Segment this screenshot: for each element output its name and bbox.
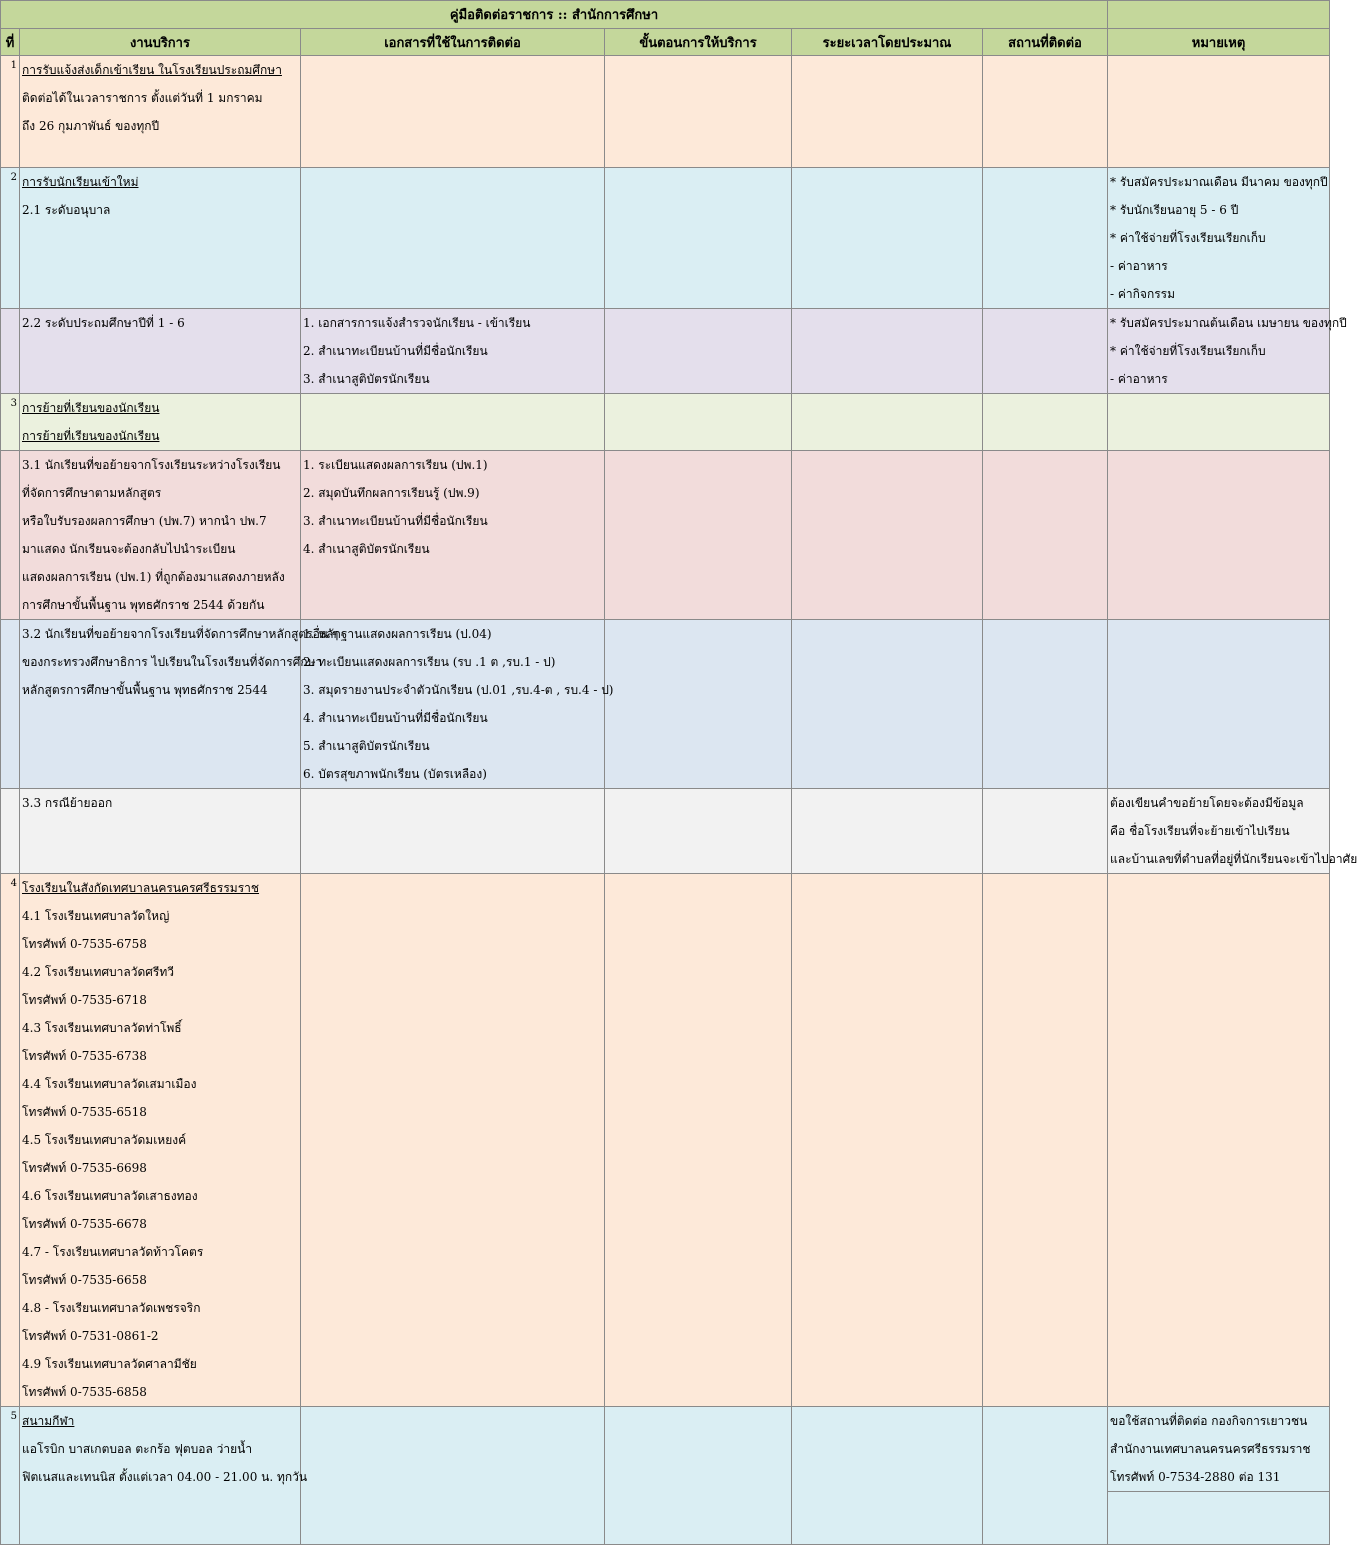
document-text-line: 1. ระเบียนแสดงผลการเรียน (ปพ.1) [303, 458, 488, 472]
note-text-line: คือ ชื่อโรงเรียนที่จะย้ายเข้าไปเรียน [1110, 824, 1290, 838]
service-text-line: 4.6 โรงเรียนเทศบาลวัดเสาธงทอง [22, 1189, 198, 1203]
service-text [20, 394, 300, 450]
steps-cell [605, 874, 792, 1407]
documents-cell [301, 620, 614, 789]
service-text-line: 4.3 โรงเรียนเทศบาลวัดท่าโพธิ์ [22, 1021, 182, 1035]
service-text-line: โทรศัพท์ 0-7535-6738 [22, 1049, 147, 1063]
documents-cell [301, 56, 605, 168]
note-text-line: ต้องเขียนคำขอย้ายโดยจะต้องมีข้อมูล [1110, 796, 1304, 810]
service-text-line: 4.4 โรงเรียนเทศบาลวัดเสมาเมือง [22, 1077, 197, 1091]
notes-cell [1108, 874, 1330, 1407]
steps-cell [605, 168, 792, 309]
service-cell [20, 620, 339, 789]
row-number: 4 [1, 874, 20, 1407]
note-text [1108, 789, 1357, 873]
duration-cell [792, 309, 983, 394]
service-text-line: ที่จัดการศึกษาตามหลักสูตร [22, 486, 162, 500]
location-cell [983, 56, 1108, 168]
table-row [1, 620, 1330, 789]
note-text-line: * รับนักเรียนอายุ 5 - 6 ปี [1110, 203, 1239, 217]
service-text [20, 789, 300, 817]
location-cell [983, 394, 1108, 451]
table-row [1, 309, 1330, 394]
service-cell [20, 874, 301, 1407]
service-text [20, 451, 300, 619]
notes-cell [1108, 620, 1330, 789]
document-text-line: 3. สำเนาทะเบียนบ้านที่มีชื่อนักเรียน [303, 514, 488, 528]
service-text-line: 3.2 นักเรียนที่ขอย้ายจากโรงเรียนที่จัดการศึกษาหลักสูตรอื่น ๆ [22, 627, 339, 641]
document-text-line: 2. สำเนาทะเบียนบ้านที่มีชื่อนักเรียน [303, 344, 488, 358]
documents-cell [301, 451, 605, 620]
service-text-line: การศึกษาขั้นพื้นฐาน พุทธศักราช 2544 ด้วยกัน [22, 598, 265, 612]
note-text-line: * ค่าใช้จ่ายที่โรงเรียนเรียกเก็บ [1110, 344, 1266, 358]
service-text-line: โทรศัพท์ 0-7535-6658 [22, 1273, 147, 1287]
documents-cell [301, 789, 605, 874]
document-text-line: 1. เอกสารการแจ้งสำรวจนักเรียน - เข้าเรียน [303, 316, 531, 330]
header-notes: หมายเหตุ [1108, 29, 1330, 56]
service-text-line: 4.9 โรงเรียนเทศบาลวัดศาลามีชัย [22, 1357, 197, 1371]
service-text-line: สนามกีฬา [22, 1414, 75, 1428]
service-text-line: โทรศัพท์ 0-7535-6518 [22, 1105, 147, 1119]
notes-cell [1108, 56, 1330, 168]
row-number: 1 [1, 56, 20, 168]
steps-cell [605, 56, 792, 168]
service-cell [20, 1407, 308, 1545]
service-text [20, 1407, 308, 1491]
document-text [301, 451, 604, 563]
location-cell [983, 451, 1108, 620]
row-number [1, 451, 20, 620]
duration-cell [792, 56, 983, 168]
document-text-line: 1. หลักฐานแสดงผลการเรียน (ป.04) [303, 627, 492, 641]
duration-cell [792, 168, 983, 309]
notes-cell [1108, 309, 1347, 394]
service-text-line: โทรศัพท์ 0-7535-6698 [22, 1161, 147, 1175]
service-text-line: การรับแจ้งส่งเด็กเข้าเรียน ในโรงเรียนประถมศึกษา [22, 63, 282, 77]
note-text-line: สำนักงานเทศบาลนครนครศรีธรรมราช [1110, 1442, 1311, 1456]
documents-cell [301, 1407, 605, 1545]
service-text-line: 4.7 - โรงเรียนเทศบาลวัดท้าวโคตร [22, 1245, 204, 1259]
document-text-line: 4. สำเนาสูติบัตรนักเรียน [303, 542, 430, 556]
document-text-line: 3. สมุดรายงานประจำตัวนักเรียน (ป.01 ,รบ.4-ต , รบ.4 - ป) [303, 683, 614, 697]
service-text [20, 620, 339, 704]
location-cell [983, 1407, 1108, 1545]
table-row [1, 1407, 1330, 1545]
header-location: สถานที่ติดต่อ [983, 29, 1108, 56]
service-cell [20, 168, 301, 309]
location-cell [983, 168, 1108, 309]
service-text-line: แสดงผลการเรียน (ปพ.1) ที่ถูกต้องมาแสดงภายหลัง [22, 570, 285, 584]
table-row [1, 789, 1330, 874]
documents-cell [301, 394, 605, 451]
service-cell [20, 451, 301, 620]
header-num: ที่ [1, 29, 20, 56]
table-row [1, 56, 1330, 168]
documents-cell [301, 168, 605, 309]
service-text-line: หลักสูตรการศึกษาขั้นพื้นฐาน พุทธศักราช 2544 [22, 683, 268, 697]
document-text-line: 3. สำเนาสูติบัตรนักเรียน [303, 372, 430, 386]
service-text-line: แอโรบิก บาสเกตบอล ตะกร้อ ฟุตบอล ว่ายน้ำ [22, 1442, 253, 1456]
notes-cell [1108, 789, 1357, 874]
documents-cell [301, 309, 605, 394]
service-cell [20, 309, 301, 394]
service-text-line: 2.1 ระดับอนุบาล [22, 203, 111, 217]
row-number [1, 620, 20, 789]
location-cell [983, 309, 1108, 394]
service-text-line: ของกระทรวงศึกษาธิการ ไปเรียนในโรงเรียนที่จัดการศึกษา [22, 655, 323, 669]
header-service: งานบริการ [20, 29, 301, 56]
note-text-line: * ค่าใช้จ่ายที่โรงเรียนเรียกเก็บ [1110, 231, 1266, 245]
notes-cell [1108, 451, 1330, 620]
service-text-line: ฟิตเนสและเทนนิส ตั้งแต่เวลา 04.00 - 21.00 น. ทุกวัน [22, 1470, 308, 1484]
table-row [1, 451, 1330, 620]
service-text-line: การย้ายที่เรียนของนักเรียน [22, 401, 160, 415]
steps-cell [605, 789, 792, 874]
steps-cell [605, 451, 792, 620]
service-text-line: โทรศัพท์ 0-7535-6758 [22, 937, 147, 951]
location-cell [983, 874, 1108, 1407]
note-text-line: * รับสมัครประมาณเดือน มีนาคม ของทุกปี [1110, 175, 1328, 189]
note-text-line: - ค่าอาหาร [1110, 372, 1168, 386]
service-text-line: โรงเรียนในสังกัดเทศบาลนครนครศรีธรรมราช [22, 881, 260, 895]
service-text-line: การย้ายที่เรียนของนักเรียน [22, 429, 160, 443]
service-text [20, 309, 300, 337]
service-text-line: ติดต่อได้ในเวลาราชการ ตั้งแต่วันที่ 1 มกราคม [22, 91, 263, 105]
title-row [1, 1, 1330, 29]
service-text [20, 56, 300, 140]
title-blank-cell [1108, 1, 1330, 29]
table-row [1, 394, 1330, 451]
steps-cell [605, 620, 792, 789]
service-text-line: โทรศัพท์ 0-7531-0861-2 [22, 1329, 159, 1343]
note-text [1108, 168, 1329, 308]
row-number [1, 309, 20, 394]
note-text-line: - ค่ากิจกรรม [1110, 287, 1176, 301]
service-cell [20, 789, 301, 874]
note-text-line: โทรศัพท์ 0-7534-2880 ต่อ 131 [1110, 1470, 1281, 1484]
note-text-line: * รับสมัครประมาณต้นเดือน เมษายน ของทุกปี [1110, 316, 1347, 330]
duration-cell [792, 394, 983, 451]
document-text-line: 4. สำเนาทะเบียนบ้านที่มีชื่อนักเรียน [303, 711, 488, 725]
page-title: คู่มือติดต่อราชการ :: สำนักการศึกษา [1, 1, 1108, 29]
service-text [20, 168, 300, 224]
table-row [1, 168, 1330, 309]
steps-cell [605, 1407, 792, 1545]
row-number: 5 [1, 1407, 20, 1545]
duration-cell [792, 1407, 983, 1545]
location-cell [983, 789, 1108, 874]
note-text [1108, 309, 1347, 393]
service-text-line: โทรศัพท์ 0-7535-6718 [22, 993, 147, 1007]
header-documents: เอกสารที่ใช้ในการติดต่อ [301, 29, 605, 56]
header-duration: ระยะเวลาโดยประมาณ [792, 29, 983, 56]
notes-cell [1108, 394, 1330, 451]
header-steps: ขั้นตอนการให้บริการ [605, 29, 792, 56]
steps-cell [605, 309, 792, 394]
row-number [1, 789, 20, 874]
document-text-line: 5. สำเนาสูติบัตรนักเรียน [303, 739, 430, 753]
location-cell [983, 620, 1108, 789]
service-text [20, 874, 300, 1406]
service-cell [20, 56, 301, 168]
document-text-line: 2. สมุดบันทึกผลการเรียนรู้ (ปพ.9) [303, 486, 480, 500]
document-text-line: 2. ทะเบียนแสดงผลการเรียน (รบ .1 ต ,รบ.1 - ป) [303, 655, 556, 669]
note-text-line: - ค่าอาหาร [1110, 259, 1168, 273]
service-cell [20, 394, 301, 451]
steps-cell [605, 394, 792, 451]
service-text-line: 3.1 นักเรียนที่ขอย้ายจากโรงเรียนระหว่างโรงเรียน [22, 458, 281, 472]
service-text-line: การรับนักเรียนเข้าใหม่ [22, 175, 139, 189]
service-text-line: 4.2 โรงเรียนเทศบาลวัดศรีทวี [22, 965, 175, 979]
document-text [301, 309, 604, 393]
row-number: 3 [1, 394, 20, 451]
service-text-line: 4.5 โรงเรียนเทศบาลวัดมเหยงค์ [22, 1133, 187, 1147]
table-row [1, 874, 1330, 1407]
service-text-line: 3.3 กรณีย้ายออก [22, 796, 113, 810]
notes-cell [1108, 1407, 1330, 1545]
service-text-line: โทรศัพท์ 0-7535-6858 [22, 1385, 147, 1399]
duration-cell [792, 620, 983, 789]
service-text-line: 2.2 ระดับประถมศึกษาปีที่ 1 - 6 [22, 316, 185, 330]
service-text-line: โทรศัพท์ 0-7535-6678 [22, 1217, 147, 1231]
duration-cell [792, 451, 983, 620]
documents-cell [301, 874, 605, 1407]
duration-cell [792, 874, 983, 1407]
row-number: 2 [1, 168, 20, 309]
document-text [301, 620, 614, 788]
service-text-line: 4.8 - โรงเรียนเทศบาลวัดเพชรจริก [22, 1301, 201, 1315]
service-text-line: 4.1 โรงเรียนเทศบาลวัดใหญ่ [22, 909, 170, 923]
notes-cell [1108, 168, 1330, 309]
note-text-line: และบ้านเลขที่ตำบลที่อยู่ที่นักเรียนจะเข้าไปอาศัย [1110, 852, 1357, 866]
note-text [1108, 1407, 1329, 1492]
document-text-line: 6. บัตรสุขภาพนักเรียน (บัตรเหลือง) [303, 767, 487, 781]
service-text-line: มาแสดง นักเรียนจะต้องกลับไปนำระเบียน [22, 542, 236, 556]
header-row [1, 29, 1330, 56]
note-text-line: ขอใช้สถานที่ติดต่อ กองกิจการเยาวชน [1110, 1414, 1308, 1428]
service-text-line: ถึง 26 กุมภาพันธ์ ของทุกปี [22, 119, 160, 133]
duration-cell [792, 789, 983, 874]
service-text-line: หรือใบรับรองผลการศึกษา (ปพ.7) หากนำ ปพ.7 [22, 514, 267, 528]
